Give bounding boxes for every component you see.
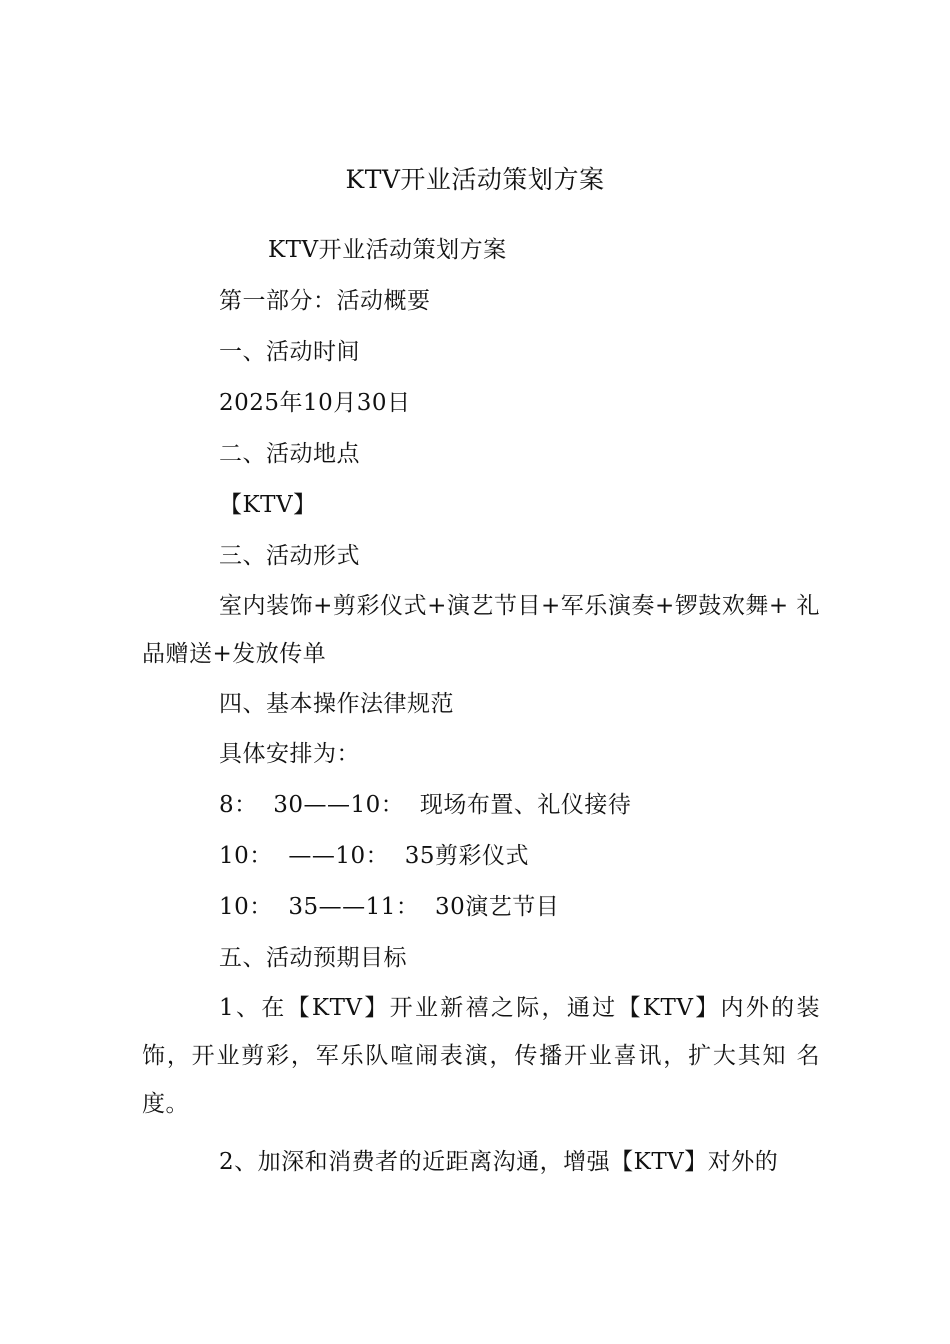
document-title: KTV开业活动策划方案 xyxy=(345,165,605,194)
section3-heading: 三、活动形式 xyxy=(219,543,360,569)
section2-heading: 二、活动地点 xyxy=(219,441,360,467)
section4-heading: 四、基本操作法律规范 xyxy=(219,691,454,717)
schedule-item: 10： ——10： 35剪彩仪式 xyxy=(219,843,530,869)
goal-paragraph-1: 1、在【KTV】开业新禧之际，通过【KTV】内外的装饰，开业剪彩，军乐队喧闹表演，传播开业喜讯，扩大其知 名度。 xyxy=(142,995,820,1117)
section1-heading: 一、活动时间 xyxy=(219,339,360,365)
part1-heading: 第一部分：活动概要 xyxy=(219,288,431,314)
schedule-item: 8： 30——10： 现场布置、礼仪接待 xyxy=(219,792,632,818)
schedule-intro: 具体安排为： xyxy=(219,741,360,767)
goal-paragraph-2: 2、加深和消费者的近距离沟通，增强【KTV】对外的 xyxy=(219,1149,779,1175)
subtitle: KTV开业活动策划方案 xyxy=(268,237,507,263)
event-date: 2025年10月30日 xyxy=(219,390,411,416)
schedule-item: 10： 35——11： 30演艺节目 xyxy=(219,894,560,920)
section5-heading: 五、活动预期目标 xyxy=(219,945,407,971)
event-place: 【KTV】 xyxy=(219,492,317,518)
section3-body: 室内装饰+剪彩仪式+演艺节目+军乐演奏+锣鼓欢舞+ 礼品赠送+发放传单 xyxy=(142,593,820,667)
